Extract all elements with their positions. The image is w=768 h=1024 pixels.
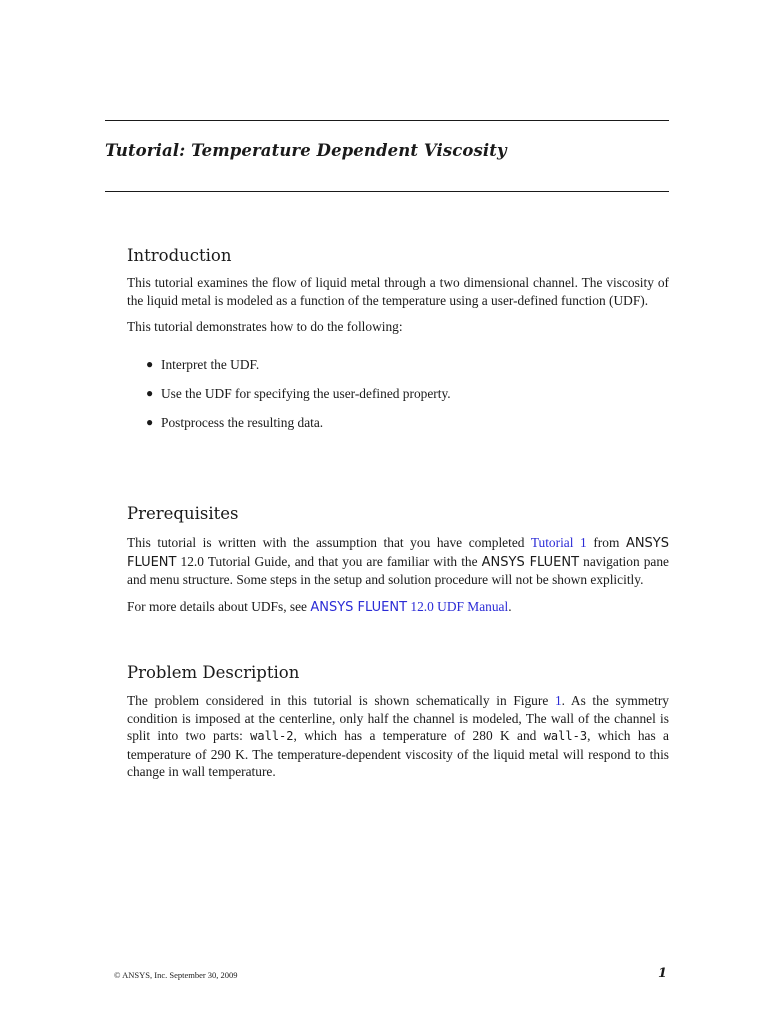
prerequisites-section [127, 504, 669, 616]
udf-reference-text: For more details about UDFs, see [127, 598, 311, 614]
prerequisites-text-d: navigation pane and menu structure. Some steps in the setup and solution procedure will not be shown explicitly. [127, 553, 670, 587]
list-item [127, 414, 669, 432]
product-name: ANSYS FLUENT [127, 536, 669, 570]
footer-copyright: © ANSYS, Inc. September 30, 2009 [114, 970, 238, 980]
problem-text-a: The problem considered in this tutorial is shown schematically in Figure [127, 693, 555, 708]
problem-description-paragraph [127, 692, 669, 781]
wall-2-name: wall-2 [250, 729, 294, 743]
bullet-icon: ● [146, 414, 154, 429]
introduction-lead-in: This tutorial demonstrates how to do the following: [127, 319, 403, 334]
objectives-list [127, 356, 669, 432]
wall-3-name: wall-3 [543, 729, 588, 743]
tutorial-1-link[interactable]: Tutorial 1 [530, 535, 587, 550]
introduction-section [127, 246, 669, 443]
list-item-text: Use the UDF for specifying the user-defined property. [161, 385, 451, 401]
prerequisites-heading: Prerequisites [127, 504, 239, 523]
list-item [127, 356, 669, 374]
page-title: Tutorial: Temperature Dependent Viscosity [105, 141, 507, 160]
bullet-icon: ● [146, 356, 154, 371]
bullet-icon: ● [146, 385, 154, 400]
figure-1-link[interactable]: 1 [554, 693, 562, 708]
prerequisites-paragraph [127, 534, 669, 589]
title-rule [105, 191, 669, 192]
page-number: 1 [657, 966, 667, 981]
udf-manual-link[interactable] [310, 599, 508, 614]
list-item-text: Postprocess the resulting data. [161, 414, 324, 430]
prerequisites-text-b: from [586, 535, 626, 550]
list-item-text: Interpret the UDF. [161, 356, 260, 372]
problem-description-heading: Problem Description [127, 663, 300, 682]
problem-description-section [127, 663, 669, 781]
product-name: ANSYS FLUENT [481, 554, 580, 570]
list-item [127, 385, 669, 403]
prerequisites-text-a: This tutorial is written with the assumption that you have completed [127, 535, 531, 550]
udf-manual-link-product: ANSYS FLUENT [310, 599, 408, 615]
introduction-heading: Introduction [127, 246, 232, 265]
prerequisites-text-c: 12.0 Tutorial Guide, and that you are familiar with the [176, 553, 482, 569]
udf-manual-link-text: 12.0 UDF Manual [407, 598, 509, 614]
problem-text-c: , which has a temperature of 280 K and [293, 728, 544, 743]
top-rule [105, 120, 669, 121]
udf-reference-paragraph [127, 598, 669, 617]
problem-text-d: , which has a temperature of 290 K. The temperature-dependent viscosity of the liquid metal will respond to this change in wall temperature. [127, 728, 669, 779]
introduction-paragraph: This tutorial examines the flow of liquid metal through a two dimensional channel. The viscosity of the liquid metal is modeled as a function of the temperature using a user-defined function (UDF). [127, 275, 669, 308]
problem-text-b: . As the symmetry condition is imposed at the centerline, only half the channel is modeled, The wall of the channel is split into two parts: [127, 693, 669, 743]
udf-reference-end: . [508, 598, 512, 614]
